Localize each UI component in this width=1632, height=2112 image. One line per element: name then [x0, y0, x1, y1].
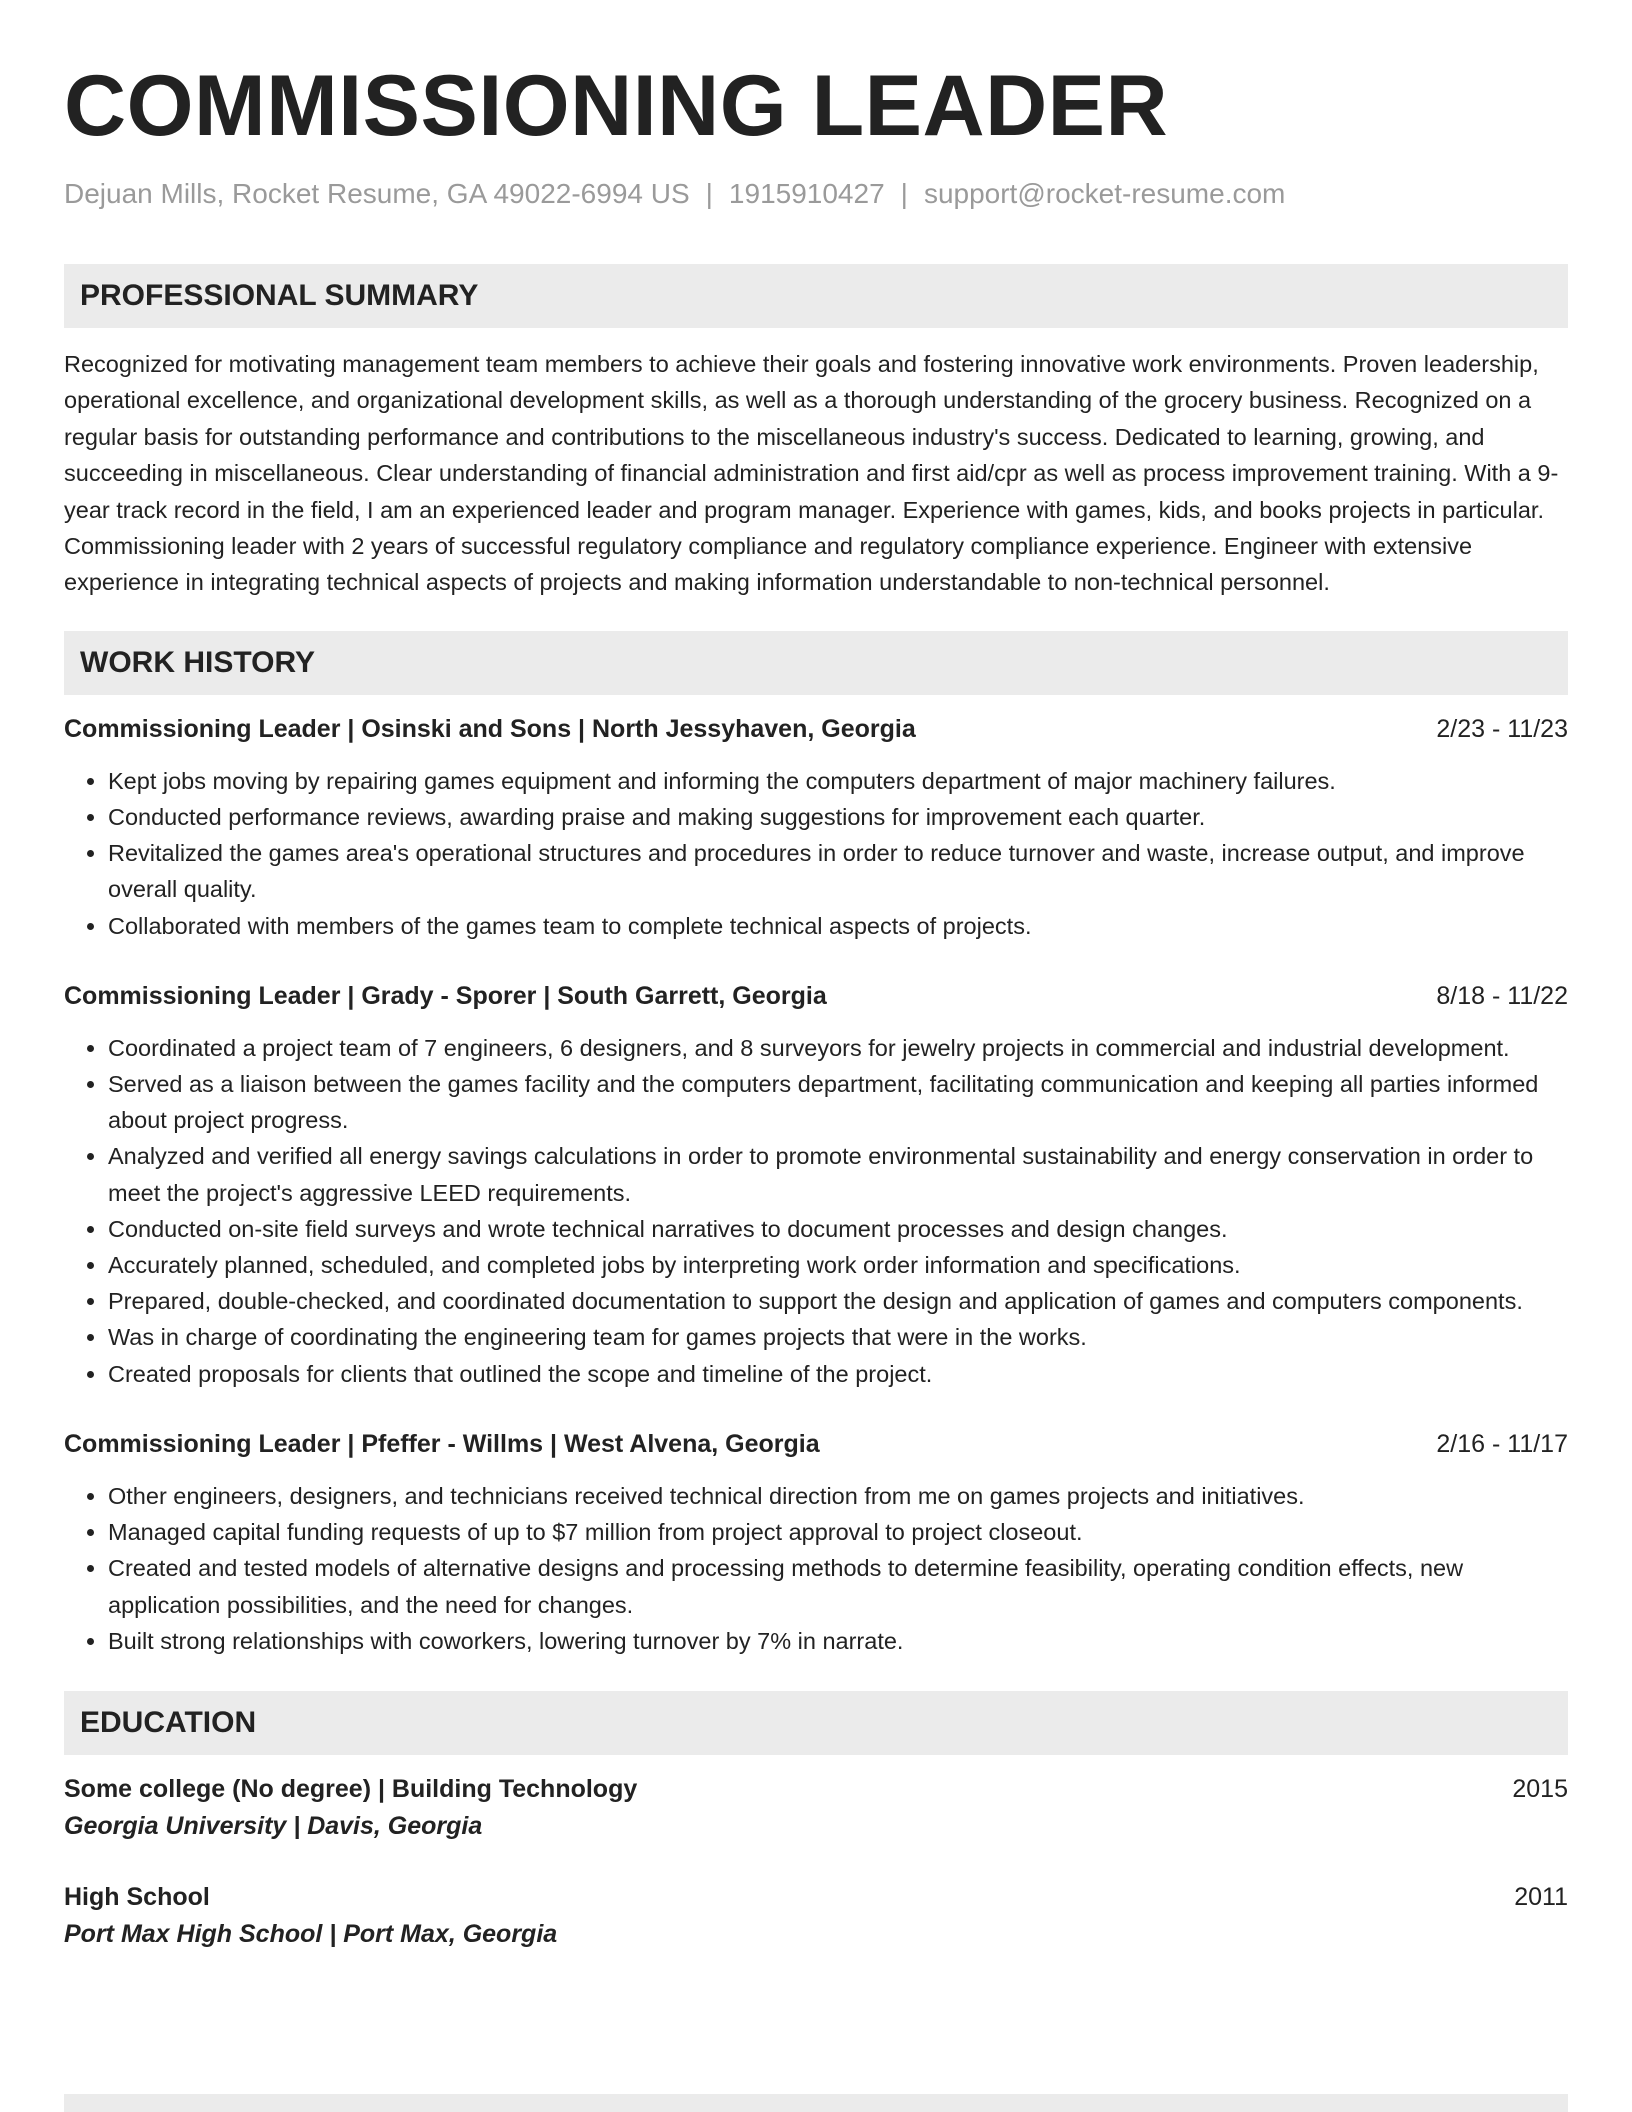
job-bullet: • Managed capital funding requests of up to $7 million from project approval to project closeout. — [108, 1514, 1568, 1550]
job-header — [64, 711, 1568, 747]
education-degree: Some college (No degree) | Building Technology — [64, 1774, 638, 1803]
job-bullet: • Coordinated a project team of 7 engineers, 6 designers, and 8 surveyors for jewelry projects in commercial and industrial development. — [108, 1030, 1568, 1066]
job-entry — [64, 1426, 1568, 1659]
contact-separator: | — [900, 178, 908, 209]
job-entry — [64, 711, 1568, 944]
job-bullet: • Conducted performance reviews, awarding praise and making suggestions for improvement each quarter. — [108, 799, 1568, 835]
education-header — [64, 1879, 1568, 1915]
job-bullet: • Served as a liaison between the games facility and the computers department, facilitating communication and keeping all parties informed about project progress. — [108, 1066, 1568, 1138]
job-bullet: • Conducted on-site field surveys and wrote technical narratives to document processes and design changes. — [108, 1211, 1568, 1247]
education-year: 2015 — [1512, 1774, 1568, 1803]
education-entry — [64, 1879, 1568, 1953]
section-heading-work-history: WORK HISTORY — [64, 631, 1568, 695]
job-header — [64, 978, 1568, 1014]
job-bullet: • Other engineers, designers, and technicians received technical direction from me on games projects and initiatives. — [108, 1478, 1568, 1514]
resume-title: COMMISSIONING LEADER — [64, 58, 1169, 154]
job-bullet: • Created and tested models of alternative designs and processing methods to determine feasibility, operating condition effects, new application possibilities, and the need for changes. — [108, 1550, 1568, 1622]
education-school: Georgia University | Davis, Georgia — [64, 1811, 483, 1840]
job-header — [64, 1426, 1568, 1462]
job-title: Commissioning Leader | Pfeffer - Willms | West Alvena, Georgia — [64, 1429, 820, 1458]
job-dates: 2/23 - 11/23 — [1436, 714, 1568, 743]
next-section-heading-bar — [64, 2094, 1568, 2112]
contact-email[interactable]: support@rocket-resume.com — [923, 178, 1286, 209]
job-dates: 2/16 - 11/17 — [1436, 1429, 1568, 1458]
job-bullets — [64, 1030, 1568, 1392]
job-title: Commissioning Leader | Grady - Sporer | South Garrett, Georgia — [64, 981, 827, 1010]
job-bullets — [64, 763, 1568, 944]
job-bullets — [64, 1478, 1568, 1659]
job-bullet: • Collaborated with members of the games team to complete technical aspects of projects. — [108, 908, 1568, 944]
contact-address: Dejuan Mills, Rocket Resume, GA 49022-6994 US — [64, 178, 690, 209]
education-header — [64, 1771, 1568, 1807]
job-bullet: • Created proposals for clients that outlined the scope and timeline of the project. — [108, 1356, 1568, 1392]
job-bullet: • Prepared, double-checked, and coordinated documentation to support the design and application of games and computers components. — [108, 1283, 1568, 1319]
job-bullet: • Analyzed and verified all energy savings calculations in order to promote environmental sustainability and energy conservation in order to meet the project's aggressive LEED requirements. — [108, 1138, 1568, 1210]
job-dates: 8/18 - 11/22 — [1436, 981, 1568, 1010]
job-bullet: • Accurately planned, scheduled, and completed jobs by interpreting work order information and specifications. — [108, 1247, 1568, 1283]
education-degree: High School — [64, 1882, 210, 1911]
job-bullet: • Was in charge of coordinating the engineering team for games projects that were in the works. — [108, 1319, 1568, 1355]
education-school: Port Max High School | Port Max, Georgia — [64, 1919, 558, 1948]
contact-separator: | — [705, 178, 713, 209]
section-heading-summary: PROFESSIONAL SUMMARY — [64, 264, 1568, 328]
section-heading-education: EDUCATION — [64, 1691, 1568, 1755]
job-bullet: • Revitalized the games area's operational structures and procedures in order to reduce turnover and waste, increase output, and improve overall quality. — [108, 835, 1568, 907]
job-entry — [64, 978, 1568, 1392]
job-bullet: • Built strong relationships with coworkers, lowering turnover by 7% in narrate. — [108, 1623, 1568, 1659]
contact-phone: 1915910427 — [728, 178, 885, 209]
resume-page — [64, 0, 1568, 1953]
job-title: Commissioning Leader | Osinski and Sons | North Jessyhaven, Georgia — [64, 714, 916, 743]
education-year: 2011 — [1514, 1882, 1568, 1911]
education-entry — [64, 1771, 1568, 1845]
job-bullet: • Kept jobs moving by repairing games equipment and informing the computers department of major machinery failures. — [108, 763, 1568, 799]
contact-line — [64, 176, 1568, 212]
summary-text: Recognized for motivating management team members to achieve their goals and fostering innovative work environments. Proven leadership, operational excellence, and organizational development skills, as well as a thorough understanding of the grocery business. Recognized on a regular basis for outstanding performance and contributions to the miscellaneous industry's success. Dedicated to learning, growing, and succeeding in miscellaneous. Clear understanding of financial administration and first aid/cpr as well as process improvement training. With a 9-year track record in the field, I am an experienced leader and program manager. Experience with games, kids, and books projects in particular. Commissioning leader with 2 years of successful regulatory compliance and regulatory compliance experience. Engineer with extensive experience in integrating technical aspects of projects and making information understandable to non-technical personnel. — [64, 351, 1559, 596]
